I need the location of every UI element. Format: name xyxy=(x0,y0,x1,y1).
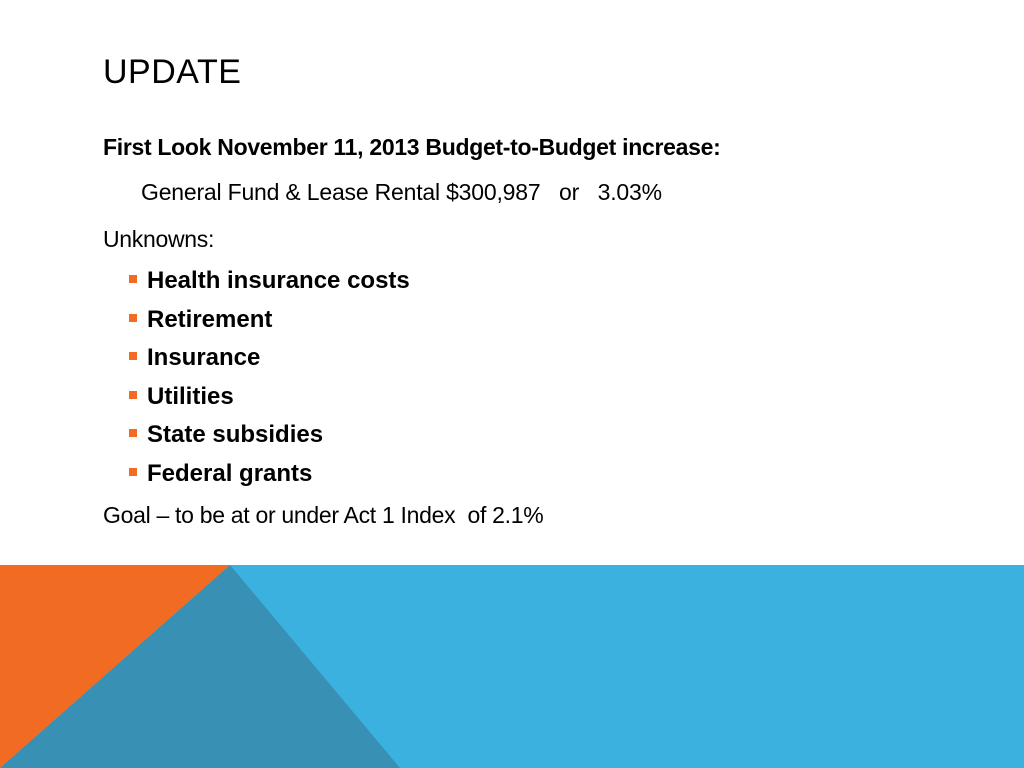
square-bullet-icon xyxy=(129,391,137,399)
unknown-item-federal-grants xyxy=(129,455,410,494)
unknown-item-retirement xyxy=(129,301,410,340)
unknowns-label: Unknowns: xyxy=(103,226,215,252)
unknown-item-label: State subsidies xyxy=(147,421,324,449)
general-fund-line: General Fund & Lease Rental $300,987 or 3.03% xyxy=(141,179,662,205)
unknown-item-label: Federal grants xyxy=(147,459,313,487)
decorative-footer-band xyxy=(0,565,1024,768)
goal-line: Goal – to be at or under Act 1 Index of 2.1% xyxy=(103,502,544,528)
unknown-item-utilities xyxy=(129,378,410,417)
unknown-item-label: Utilities xyxy=(147,382,234,410)
unknown-item-insurance xyxy=(129,339,410,378)
slide-title: UPDATE xyxy=(103,53,242,91)
square-bullet-icon xyxy=(129,429,137,437)
unknowns-list xyxy=(129,262,410,493)
first-look-heading: First Look November 11, 2013 Budget-to-Budget increase: xyxy=(103,134,721,160)
square-bullet-icon xyxy=(129,314,137,322)
unknown-item-label: Health insurance costs xyxy=(147,267,410,295)
unknown-item-health-insurance xyxy=(129,262,410,301)
unknown-item-state-subsidies xyxy=(129,416,410,455)
unknown-item-label: Retirement xyxy=(147,305,273,333)
unknown-item-label: Insurance xyxy=(147,344,261,372)
square-bullet-icon xyxy=(129,352,137,360)
square-bullet-icon xyxy=(129,468,137,476)
square-bullet-icon xyxy=(129,275,137,283)
